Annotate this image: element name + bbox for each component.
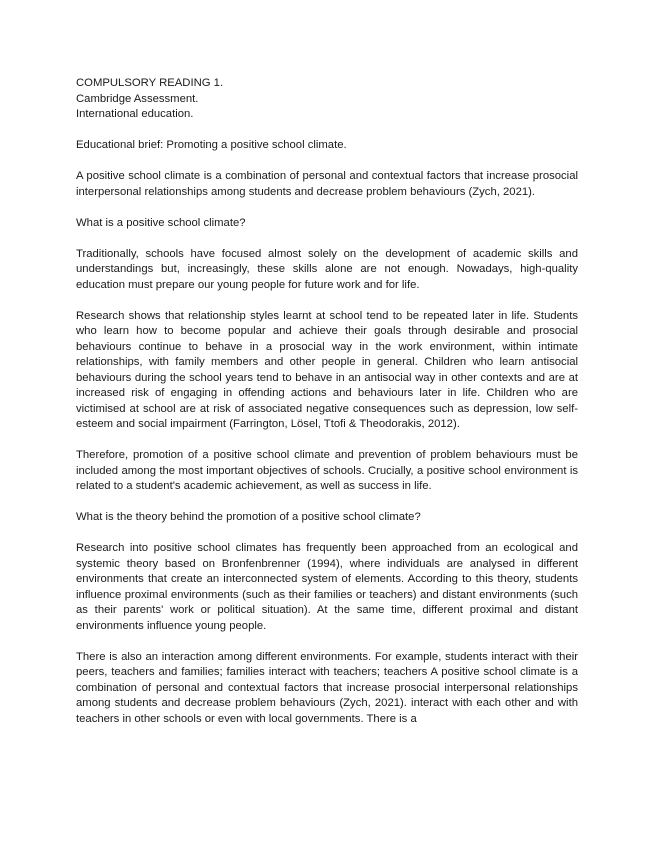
intro-paragraph: A positive school climate is a combination of personal and contextual factors that increase prosocial interpersonal relationships among students and decrease problem behaviours (Zych, 2021). [76, 170, 578, 198]
research-into-paragraph: Research into positive school climates has frequently been approached from an ecological and systemic theory based on Bronfenbrenner (1994), where individuals are analysed in different environments that create an interconnected system of elements. According to this theory, students influence proximal environments (such as their families or teachers) and distant environments (such as their parents' work or political situation). At the same time, different proximal and distant environments influence young people. [76, 542, 578, 632]
brief-title: Educational brief: Promoting a positive school climate. [76, 139, 347, 151]
header-line-1: COMPULSORY READING 1. [76, 77, 224, 89]
therefore-paragraph: Therefore, promotion of a positive school climate and prevention of problem behaviours must be included among the most important objectives of schools. Crucially, a positive school environment is related to a student's academic achievement, as well as success in life. [76, 449, 578, 492]
section-heading-theory: What is the theory behind the promotion of a positive school climate? [76, 511, 421, 523]
section-heading-what: What is a positive school climate? [76, 216, 246, 229]
research-shows-paragraph: Research shows that relationship styles learnt at school tend to be repeated later in life. Students who learn how to become popular and achieve their goals through desirable and prosocial behaviours continue to behave in a prosocial way in the work environment, within intimate relationships, with family members and other people in general. Children who learn antisocial behaviours during the school years tend to behave in an antisocial way in other contexts and are at increased risk of engaging in offending actions and behaviours later in life. Children who are victimised at school are at risk of associated negative consequences such as depression, low self-esteem and social impairment (Farrington, Lösel, Ttofi & Theodorakis, 2012). [76, 309, 578, 430]
document-page [76, 76, 578, 743]
header-line-3: International education. [76, 108, 194, 120]
document-header [76, 76, 578, 123]
interaction-paragraph: There is also an interaction among different environments. For example, students interact with their peers, teachers and families; families interact with teachers; teachers A positive school climate is a combination of personal and contextual factors that increase prosocial interpersonal relationships among students and decrease problem behaviours (Zych, 2021). interact with each other and with teachers in other schools or even with local governments. There is a [76, 650, 578, 725]
traditionally-paragraph: Traditionally, schools have focused almost solely on the development of academic skills and understandings but, increasingly, these skills alone are not enough. Nowadays, high-quality education must prepare our young people for future work and for life. [76, 247, 578, 291]
header-line-2: Cambridge Assessment. [76, 92, 199, 105]
